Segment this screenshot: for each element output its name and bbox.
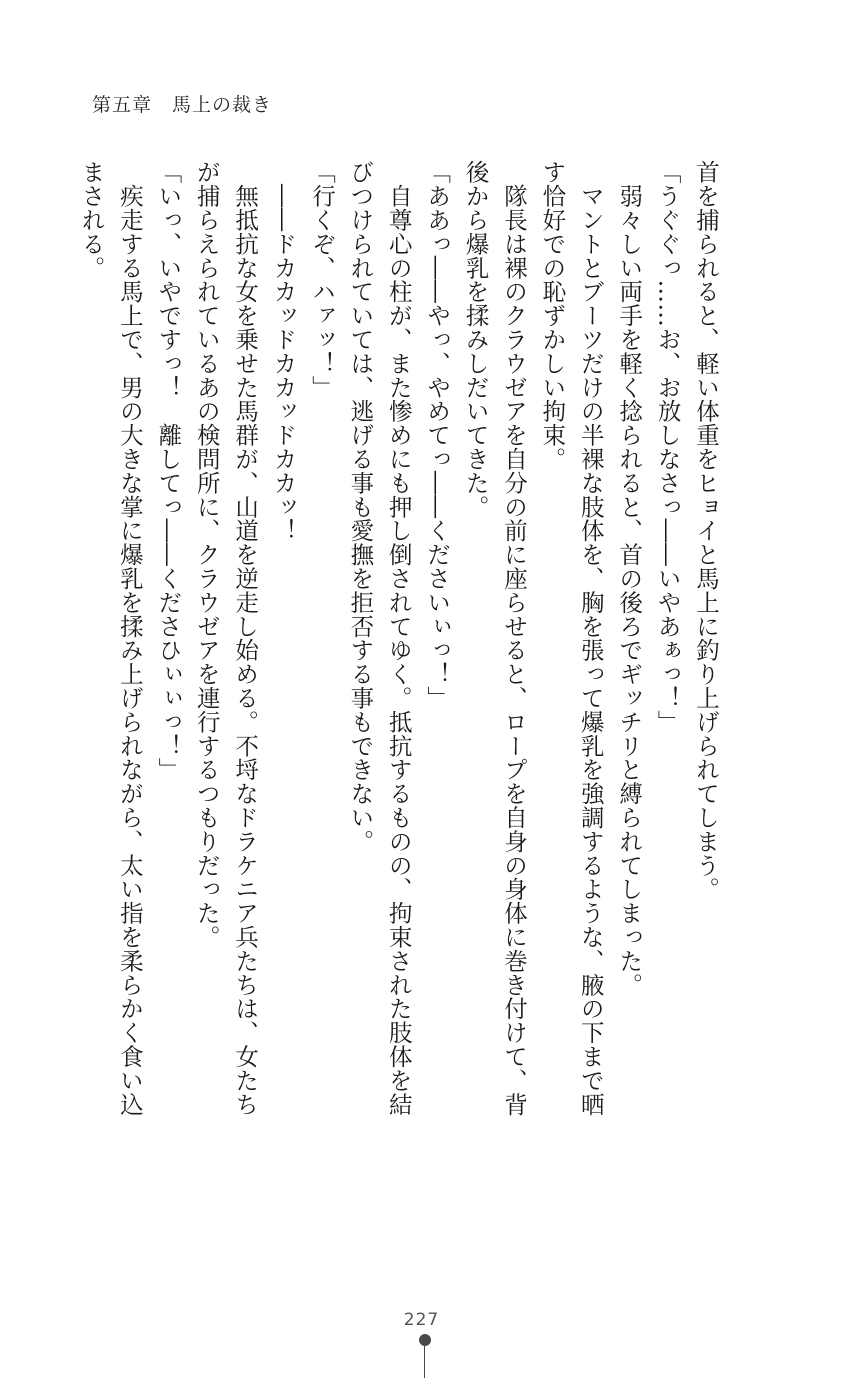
paragraph: 隊長は裸のクラウゼアを自分の前に座らせると、ロープを自身の身体に巻き付けて、背後から爆乳を揉みしだいてきた。 — [461, 160, 528, 1116]
paragraph: 「いっ、いやですっ！ 離してっ――くださひぃぃっ！」 — [154, 160, 183, 782]
paragraph: マントとブーツだけの半裸な肢体を、胸を張って爆乳を強調するような、腋の下まで晒す恰好での恥ずかしい拘束。 — [538, 160, 605, 1116]
folio-line-ornament — [424, 1346, 425, 1378]
body-text — [77, 160, 725, 1120]
paragraph: 自尊心の柱が、また惨めにも押し倒されてゆく。抵抗するものの、拘束された肢体を結びつけられていては、逃げる事も愛撫を拒否する事もできない。 — [346, 160, 413, 1116]
paragraph: 無抵抗な女を乗せた馬群が、山道を逆走し始める。不埒なドラケニア兵たちは、女たちが捕らえられているあの検問所に、クラウゼアを連行するつもりだった。 — [192, 160, 260, 1116]
page-number: 227 — [403, 1310, 440, 1330]
paragraph: 「ああっ――やっ、やめてっ――くださいぃっ！」 — [423, 160, 452, 710]
paragraph: 首を捕られると、軽い体重をヒョイと馬上に釣り上げられてしまう。 — [692, 160, 720, 901]
paragraph: 「うぐぐっ……お、お放しなさっ――いやあぁっ！」 — [653, 160, 682, 734]
running-head: 第五章 馬上の裁き — [92, 94, 273, 116]
paragraph: 「行くぞ、ハァッ！」 — [307, 160, 336, 399]
paragraph: 疾走する馬上で、男の大きな掌に爆乳を揉み上げられながら、太い指を柔らかく食い込まされる。 — [77, 160, 144, 1116]
paragraph: 弱々しい両手を軽く捻られると、首の後ろでギッチリと縛られてしまった。 — [615, 160, 644, 997]
folio-dot-ornament — [419, 1334, 431, 1346]
paragraph: ――ドカカッドカカッドカカッ！ — [269, 160, 298, 543]
